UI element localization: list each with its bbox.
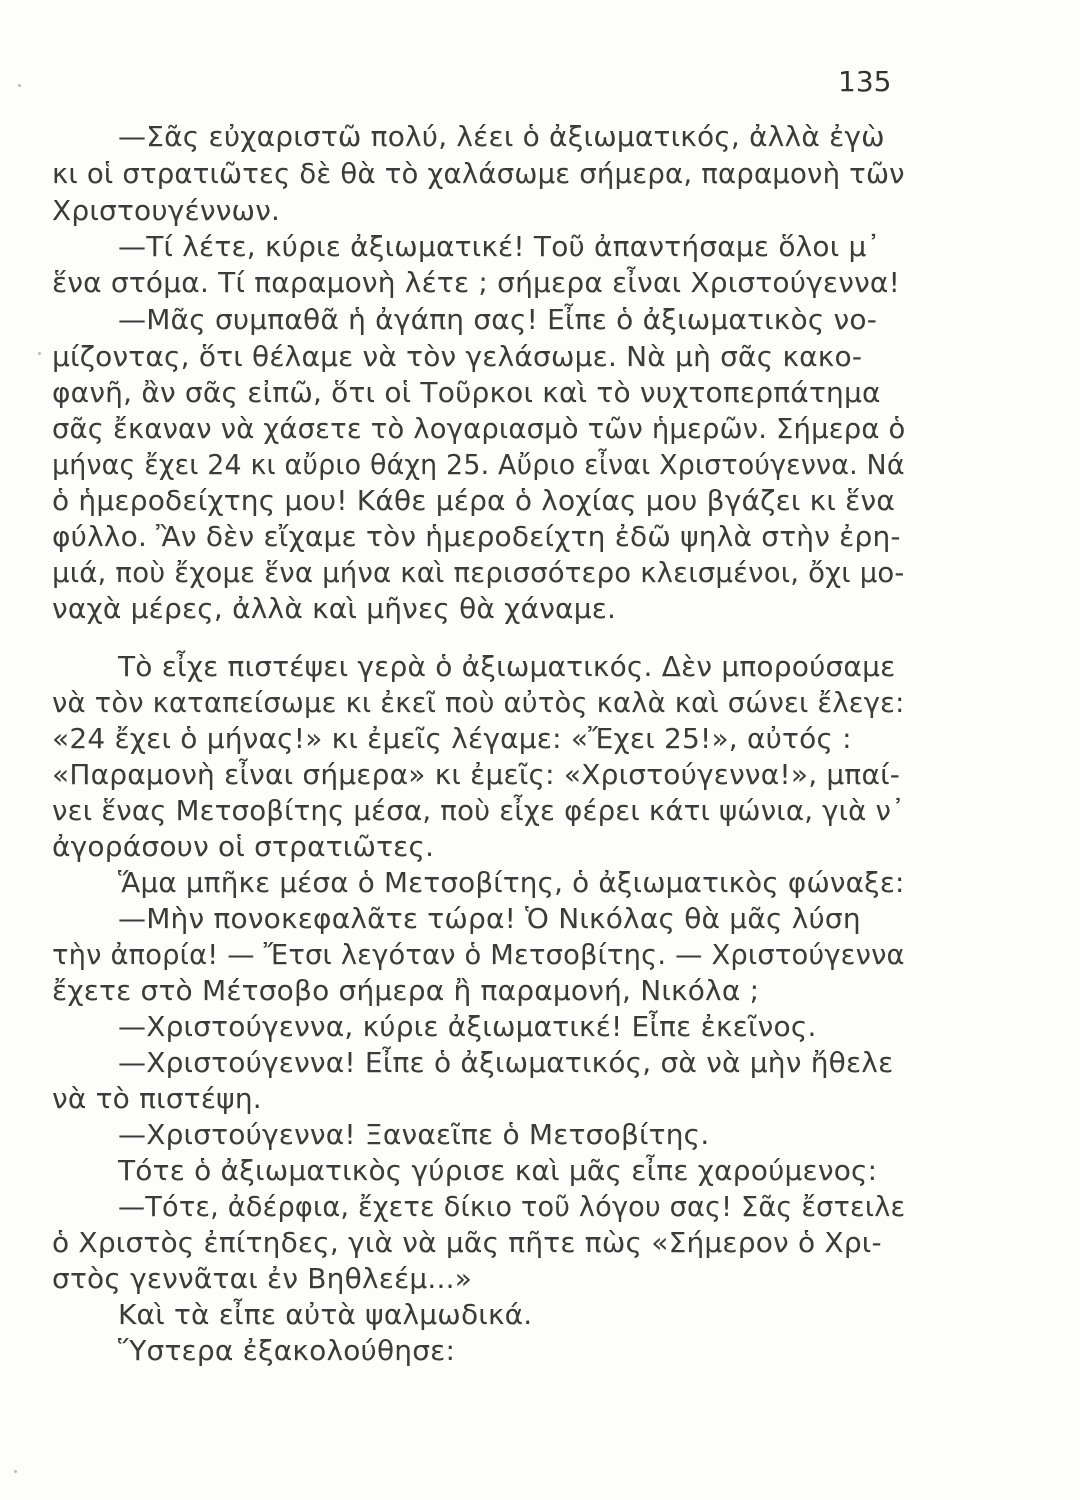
text-line: ἀγοράσουν οἱ στρατιῶτες.: [52, 830, 435, 863]
text-line: τὴν ἀπορία! — Ἔτσι λεγόταν ὁ Μετσοβίτης. — Χριστούγεννα: [52, 938, 905, 971]
text-line: —Μᾶς συμπαθᾶ ἡ ἀγάπη σας! Εἶπε ὁ ἀξιωματικὸς νο-: [118, 303, 878, 336]
text-line: στὸς γεννᾶται ἐν Βηθλεέμ...»: [52, 1262, 473, 1295]
text-line: μιά, ποὺ ἔχομε ἕνα μήνα καὶ περισσότερο κλεισμένοι, ὄχι μο-: [52, 556, 905, 589]
text-line: —Σᾶς εὐχαριστῶ πολύ, λέει ὁ ἀξιωματικός, ἀλλὰ ἐγὼ: [118, 120, 885, 153]
text-line: —Χριστούγεννα! Ξαναεῖπε ὁ Μετσοβίτης.: [118, 1118, 710, 1151]
text-line: φύλλο. Ἂν δὲν εἴχαμε τὸν ἡμεροδείχτη ἐδῶ ψηλὰ στὴν ἐρη-: [52, 520, 901, 553]
text-line: ὁ ἡμεροδείχτης μου! Κάθε μέρα ὁ λοχίας μου βγάζει κι ἕνα: [52, 484, 895, 517]
text-line: «Παραμονὴ εἶναι σήμερα» κι ἐμεῖς: «Χριστούγεννα!», μπαί-: [52, 758, 901, 791]
text-line: Ἅμα μπῆκε μέσα ὁ Μετσοβίτης, ὁ ἀξιωματικὸς φώναξε:: [118, 866, 905, 899]
text-line: κι οἱ στρατιῶτες δὲ θὰ τὸ χαλάσωμε σήμερα, παραμονὴ τῶν: [52, 157, 905, 190]
text-line: ὁ Χριστὸς ἐπίτηδες, γιὰ νὰ μᾶς πῆτε πὼς «Σήμερον ὁ Χρι-: [52, 1226, 882, 1259]
text-line: —Χριστούγεννα! Εἶπε ὁ ἀξιωματικός, σὰ νὰ μὴν ἤθελε: [118, 1046, 894, 1079]
scan-speck: [18, 84, 21, 87]
text-line: «24 ἔχει ὁ μήνας!» κι ἐμεῖς λέγαμε: «Ἔχει 25!», αὐτός :: [52, 722, 852, 755]
text-line: Τότε ὁ ἀξιωματικὸς γύρισε καὶ μᾶς εἶπε χαρούμενος:: [118, 1154, 878, 1187]
text-line: ναχὰ μέρες, ἀλλὰ καὶ μῆνες θὰ χάναμε.: [52, 592, 617, 625]
text-line: νὰ τὸν καταπείσωμε κι ἐκεῖ ποὺ αὐτὸς καλὰ καὶ σώνει ἔλεγε:: [52, 686, 905, 719]
text-line: ἕνα στόμα. Τί παραμονὴ λέτε ; σήμερα εἶναι Χριστούγεννα!: [52, 266, 901, 299]
text-line: —Τί λέτε, κύριε ἀξιωματικέ! Τοῦ ἀπαντήσαμε ὅλοι μ᾽: [118, 230, 881, 263]
text-line: Ὕστερα ἐξακολούθησε:: [118, 1334, 456, 1367]
text-line: σᾶς ἔκαναν νὰ χάσετε τὸ λογαριασμὸ τῶν ἡμερῶν. Σήμερα ὁ: [52, 412, 906, 445]
text-line: —Μὴν πονοκεφαλᾶτε τώρα! Ὁ Νικόλας θὰ μᾶς λύση: [118, 902, 861, 935]
scan-speck: [14, 1470, 17, 1473]
text-line: Καὶ τὰ εἶπε αὐτὰ ψαλμωδικά.: [118, 1298, 533, 1331]
text-line: νει ἕνας Μετσοβίτης μέσα, ποὺ εἶχε φέρει κάτι ψώνια, γιὰ ν᾽: [52, 794, 906, 827]
text-line: ἔχετε στὸ Μέτσοβο σήμερα ἢ παραμονή, Νικόλα ;: [52, 974, 760, 1007]
text-line: Τὸ εἶχε πιστέψει γερὰ ὁ ἀξιωματικός. Δὲν μπορούσαμε: [118, 650, 896, 683]
text-line: νὰ τὸ πιστέψη.: [52, 1082, 262, 1115]
page-number: 135: [838, 65, 892, 98]
scan-speck: [38, 352, 41, 355]
text-line: —Τότε, ἀδέρφια, ἔχετε δίκιο τοῦ λόγου σας! Σᾶς ἔστειλε: [118, 1190, 906, 1223]
text-line: μήνας ἔχει 24 κι αὔριο θάχη 25. Αὔριο εἶναι Χριστούγεννα. Νά: [52, 448, 905, 481]
text-line: φανῆ, ἂν σᾶς εἰπῶ, ὅτι οἱ Τοῦρκοι καὶ τὸ νυχτοπερπάτημα: [52, 376, 881, 409]
text-line: —Χριστούγεννα, κύριε ἀξιωματικέ! Εἶπε ἐκεῖνος.: [118, 1010, 817, 1043]
text-line: Χριστουγέννων.: [52, 194, 281, 227]
text-line: μίζοντας, ὅτι θέλαμε νὰ τὸν γελάσωμε. Νὰ μὴ σᾶς κακο-: [52, 340, 863, 373]
